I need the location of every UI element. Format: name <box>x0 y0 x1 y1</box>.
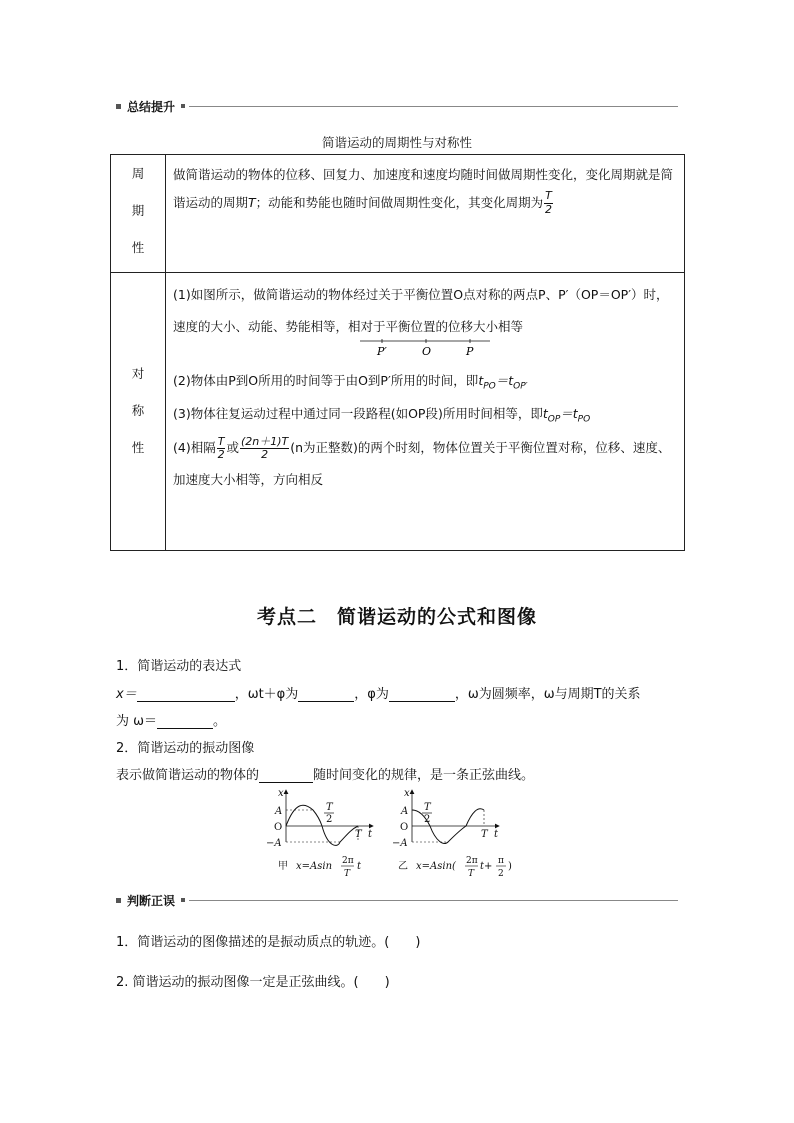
text: 做简谐运动的物体的位移、回复力、加速度和速度均随时间做周期性变化，变化周期就是简谐运动的周期 <box>173 167 674 210</box>
svg-text:x: x <box>404 788 410 799</box>
svg-text:π: π <box>498 856 504 866</box>
heading-dot-icon <box>181 104 185 108</box>
svg-text:−A: −A <box>266 838 282 849</box>
symbol-T: T <box>248 194 256 210</box>
svg-text:2π: 2π <box>466 856 478 866</box>
graph-description: 表示做简谐运动的物体的 随时间变化的规律，是一条正弦曲线。 <box>116 768 535 783</box>
svg-text:t: t <box>357 861 362 872</box>
label-p-prime: P′ <box>377 344 387 358</box>
svg-text:2π: 2π <box>342 856 354 866</box>
svg-text:乙: 乙 <box>398 861 408 872</box>
svg-text:t: t <box>494 829 499 840</box>
heading-label: 总结提升 <box>127 99 176 114</box>
blank-5[interactable] <box>259 768 313 783</box>
summary-table <box>110 154 685 551</box>
blank-4[interactable] <box>157 714 213 729</box>
row-periodicity <box>111 155 685 273</box>
label-o: O <box>422 344 432 358</box>
svg-text:2: 2 <box>498 869 504 879</box>
fraction-T-over-2: $\frac{T}{2}$ <box>217 434 225 461</box>
graph-jia <box>266 788 373 849</box>
fraction-T-over-2: $\frac{T}{2}$ <box>545 189 553 216</box>
blank-1[interactable] <box>137 687 235 702</box>
formula-line-2: 为 ω＝ 。 <box>116 714 227 729</box>
svg-text:T: T <box>468 869 475 879</box>
svg-text:A: A <box>401 806 409 817</box>
heading-bullet-icon <box>116 898 121 903</box>
svg-text:O: O <box>274 822 283 833</box>
section-title: 考点二 简谐运动的公式和图像 <box>256 606 537 628</box>
label-char: 性 <box>131 439 145 455</box>
svg-text:T: T <box>344 869 351 879</box>
graph-yi <box>392 788 499 849</box>
heading-label: 判断正误 <box>127 893 176 908</box>
svg-text:x=Asin(: x=Asin( <box>416 861 456 872</box>
judge-item-2: 2. 简谐运动的振动图像一定是正弦曲线。( ) <box>116 975 390 990</box>
svg-text:t+: t+ <box>480 861 493 872</box>
svg-text:T: T <box>355 829 362 840</box>
label-char: 称 <box>131 403 145 419</box>
heading-rule <box>189 900 678 901</box>
blank-3[interactable] <box>389 687 455 702</box>
svg-text:x=Asin: x=Asin <box>296 861 333 872</box>
vibration-graphs <box>258 786 538 886</box>
symmetry-item-2: (2)物体由P到O所用的时间等于由O到P′所用的时间，即$t_{PO}=t_{OP'}$ <box>173 372 528 392</box>
svg-text:T: T <box>326 802 333 813</box>
svg-text:t: t <box>368 829 373 840</box>
label-char: 周 <box>131 166 145 181</box>
label-char: 性 <box>131 239 145 255</box>
periodicity-text <box>166 155 685 273</box>
symmetry-text <box>166 273 685 551</box>
svg-text:T: T <box>481 829 488 840</box>
svg-text:2: 2 <box>326 814 333 825</box>
row-symmetry <box>111 273 685 551</box>
section-heading-summary <box>116 98 678 114</box>
label-p: P <box>466 344 474 358</box>
formula-line: x＝ ，ωt＋φ为 ，φ为 ，ω为圆频率，ω与周期T的关系 <box>116 687 641 702</box>
svg-text:x: x <box>278 788 284 799</box>
heading-rule <box>189 106 678 107</box>
heading-bullet-icon <box>116 104 121 109</box>
table-caption: 简谐运动的周期性与对称性 <box>321 135 472 150</box>
label-char: 对 <box>131 366 145 382</box>
text: ；动能和势能也随时间做周期性变化，其变化周期为 <box>255 194 544 210</box>
svg-text:): ) <box>508 861 512 872</box>
section-heading-judge <box>116 892 678 908</box>
axis-diagram-svg <box>355 337 555 359</box>
row-label-periodicity <box>111 155 166 273</box>
graph-captions <box>278 856 512 879</box>
svg-text:A: A <box>275 806 283 817</box>
symmetry-item-4: (4)相隔 $\frac{T}{2}$ 或 $\frac{(2n+1)T}{2}$ (n为正整数)的两个时刻，物体位置关于平衡位置对称，位移、速度、加速度大小相等，方向相反 <box>173 434 671 487</box>
blank-2[interactable] <box>298 687 354 702</box>
symmetry-item-1: (1)如图所示，做简谐运动的物体经过关于平衡位置O点对称的两点P、P′（OP＝OP′）时，速度的大小、动能、势能相等，相对于平衡位置的位移大小相等 <box>173 287 669 334</box>
svg-text:−A: −A <box>392 838 408 849</box>
subheading-1: 1．简谐运动的表达式 <box>116 659 242 674</box>
row-label-symmetry <box>111 273 166 551</box>
svg-text:2: 2 <box>424 814 431 825</box>
symmetry-diagram <box>173 343 678 365</box>
judge-item-1: 1．简谐运动的图像描述的是振动质点的轨迹。( ) <box>116 935 421 950</box>
symmetry-item-3: (3)物体往复运动过程中通过同一段路程(如OP段)所用时间相等，即$t_{OP}=t_{PO}$ <box>173 406 591 425</box>
fraction-2n1T-over-2: $\frac{(2n+1)T}{2}$ <box>240 434 289 461</box>
label-char: 期 <box>131 202 145 218</box>
subheading-2: 2．简谐运动的振动图像 <box>116 741 255 756</box>
heading-dot-icon <box>181 898 185 902</box>
svg-text:甲: 甲 <box>278 861 288 872</box>
svg-text:O: O <box>400 822 409 833</box>
svg-text:T: T <box>424 802 431 813</box>
